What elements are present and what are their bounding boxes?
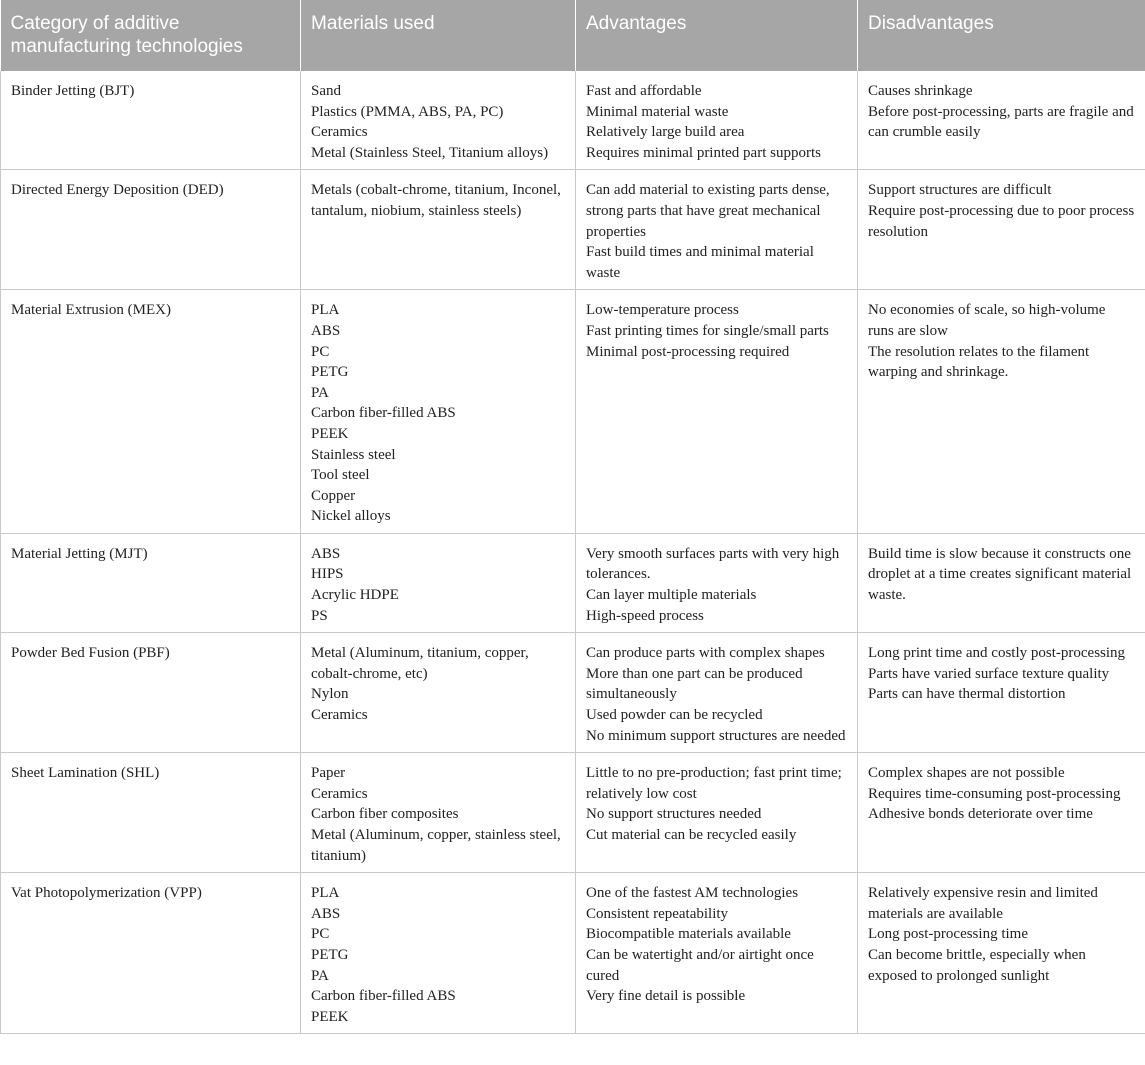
advantage-item: Biocompatible materials available: [586, 926, 791, 943]
advantage-item: Can produce parts with complex shapes: [586, 645, 825, 662]
disadvantage-item: Long print time and costly post-processing: [868, 645, 1126, 662]
category-cell: Directed Energy Deposition (DED): [1, 170, 301, 290]
header-disadvantages: Disadvantages: [868, 13, 994, 34]
disadvantage-item: Causes shrinkage: [868, 83, 973, 99]
category-cell: Powder Bed Fusion (PBF): [1, 633, 301, 753]
disadvantages-cell: [858, 873, 1145, 1034]
header-category: Category of additive manufacturing technologies: [1, 0, 301, 71]
advantage-item: No support structures needed: [586, 806, 762, 823]
disadvantages-cell: [858, 290, 1145, 534]
advantage-item: Relatively large build area: [586, 124, 745, 141]
category-cell: Sheet Lamination (SHL): [1, 753, 301, 873]
material-item: PEEK: [311, 425, 349, 442]
disadvantages-cell: [858, 533, 1145, 632]
disadvantage-item: Support structures are difficult: [868, 182, 1052, 199]
material-item: PC: [311, 926, 330, 943]
disadvantage-item: Adhesive bonds deteriorate over time: [868, 806, 1093, 823]
advantages-cell: [576, 753, 858, 873]
materials-cell: [301, 753, 576, 873]
table-row: [1, 633, 1145, 753]
material-item: Metal (Stainless Steel, Titanium alloys): [311, 144, 549, 161]
advantage-item: Consistent repeatability: [586, 905, 729, 922]
advantage-item: Used powder can be recycled: [586, 707, 763, 724]
material-item: Metal (Aluminum, titanium, copper, cobalt-chrome, etc): [311, 645, 529, 682]
materials-cell: [301, 633, 576, 753]
disadvantage-item: Complex shapes are not possible: [868, 765, 1065, 782]
material-item: Ceramics: [311, 785, 368, 802]
disadvantage-item: Require post-processing due to poor process resolution: [868, 202, 1135, 240]
material-item: Stainless steel: [311, 446, 396, 463]
material-item: PLA: [311, 302, 340, 319]
advantage-item: More than one part can be produced simultaneously: [586, 665, 803, 703]
advantage-item: One of the fastest AM technologies: [586, 885, 799, 902]
material-item: PS: [311, 607, 328, 624]
advantage-item: High-speed process: [586, 607, 704, 624]
advantage-item: Low-temperature process: [586, 302, 739, 319]
table-row: [1, 873, 1145, 1034]
disadvantages-cell: [858, 170, 1145, 290]
advantages-cell: [576, 71, 858, 170]
material-item: PA: [311, 967, 329, 984]
disadvantage-item: The resolution relates to the filament warping and shrinkage.: [868, 343, 1090, 381]
material-item: Acrylic HDPE: [311, 587, 399, 604]
material-item: ABS: [311, 322, 341, 339]
disadvantage-item: Before post-processing, parts are fragile and can crumble easily: [868, 103, 1134, 141]
category-cell: Binder Jetting (BJT): [1, 71, 301, 170]
advantages-cell: [576, 633, 858, 753]
material-item: PC: [311, 343, 330, 360]
advantage-item: Cut material can be recycled easily: [586, 827, 797, 843]
disadvantage-item: Requires time-consuming post-processing: [868, 785, 1121, 802]
material-item: Plastics (PMMA, ABS, PA, PC): [311, 103, 504, 120]
advantages-cell: [576, 873, 858, 1034]
header-advantages: Advantages: [576, 0, 858, 71]
material-item: Carbon fiber-filled ABS: [311, 405, 456, 422]
material-item: Copper: [311, 487, 356, 504]
advantages-cell: [576, 170, 858, 290]
advantage-item: Minimal material waste: [586, 103, 729, 120]
header-row: [1, 0, 1145, 71]
advantage-item: Fast build times and minimal material waste: [586, 244, 814, 281]
advantage-item: Requires minimal printed part supports: [586, 144, 821, 161]
table-row: [1, 533, 1145, 632]
materials-cell: [301, 533, 576, 632]
material-item: Carbon fiber composites: [311, 806, 459, 823]
material-item: PETG: [311, 946, 349, 963]
materials-cell: [301, 873, 576, 1034]
advantage-item: Little to no pre-production; fast print time; relatively low cost: [586, 765, 842, 802]
material-item: ABS: [311, 545, 341, 562]
advantage-item: Fast and affordable: [586, 83, 702, 99]
advantage-item: Very fine detail is possible: [586, 988, 746, 1005]
header-materials: Materials used: [301, 0, 576, 71]
advantages-cell: [576, 290, 858, 534]
material-item: Metal (Aluminum, copper, stainless steel, titanium): [311, 827, 561, 864]
advantage-item: No minimum support structures are needed: [586, 727, 846, 744]
material-item: Carbon fiber-filled ABS: [311, 988, 456, 1005]
advantage-item: Minimal post-processing required: [586, 343, 790, 360]
disadvantage-item: Parts can have thermal distortion: [868, 686, 1066, 703]
disadvantage-item: Relatively expensive resin and limited materials are available: [868, 885, 1098, 922]
table-row: [1, 290, 1145, 534]
advantage-item: Can add material to existing parts dense, strong parts that have great mechanical properties: [586, 182, 830, 240]
material-item: PETG: [311, 364, 349, 381]
table-row: [1, 753, 1145, 873]
material-item: Paper: [311, 765, 346, 782]
advantages-cell: [576, 533, 858, 632]
material-item: Sand: [311, 83, 341, 99]
category-cell: Vat Photopolymerization (VPP): [1, 873, 301, 1034]
material-item: Ceramics: [311, 124, 368, 141]
material-item: HIPS: [311, 566, 344, 583]
material-item: Ceramics: [311, 707, 368, 724]
disadvantage-item: Parts have varied surface texture quality: [868, 665, 1110, 682]
table-body: [1, 71, 1145, 1034]
disadvantages-cell: [858, 753, 1145, 873]
advantage-item: Very smooth surfaces parts with very high tolerances.: [586, 545, 840, 583]
material-item: PA: [311, 384, 329, 401]
table-row: [1, 71, 1145, 170]
disadvantages-cell: [858, 71, 1145, 170]
disadvantage-item: Build time is slow because it constructs one droplet at a time creates significant material waste.: [868, 545, 1132, 604]
category-cell: Material Extrusion (MEX): [1, 290, 301, 534]
table-row: [1, 170, 1145, 290]
disadvantages-cell: [858, 633, 1145, 753]
disadvantage-item: Long post-processing time: [868, 926, 1028, 943]
material-item: Nylon: [311, 686, 349, 703]
material-item: Metals (cobalt-chrome, titanium, Inconel, tantalum, niobium, stainless steels): [311, 182, 561, 219]
disadvantage-item: No economies of scale, so high-volume runs are slow: [868, 302, 1106, 339]
material-item: Nickel alloys: [311, 508, 391, 525]
material-item: Tool steel: [311, 467, 370, 484]
advantage-item: Can layer multiple materials: [586, 587, 757, 604]
material-item: PEEK: [311, 1008, 349, 1025]
advantage-item: Fast printing times for single/small parts: [586, 322, 829, 339]
materials-cell: [301, 170, 576, 290]
material-item: ABS: [311, 905, 341, 922]
materials-cell: [301, 71, 576, 170]
disadvantage-item: Can become brittle, especially when exposed to prolonged sunlight: [868, 946, 1086, 984]
table-header: [1, 0, 1145, 71]
category-cell: Material Jetting (MJT): [1, 533, 301, 632]
advantage-item: Can be watertight and/or airtight once cured: [586, 946, 814, 984]
material-item: PLA: [311, 885, 340, 902]
materials-cell: [301, 290, 576, 534]
